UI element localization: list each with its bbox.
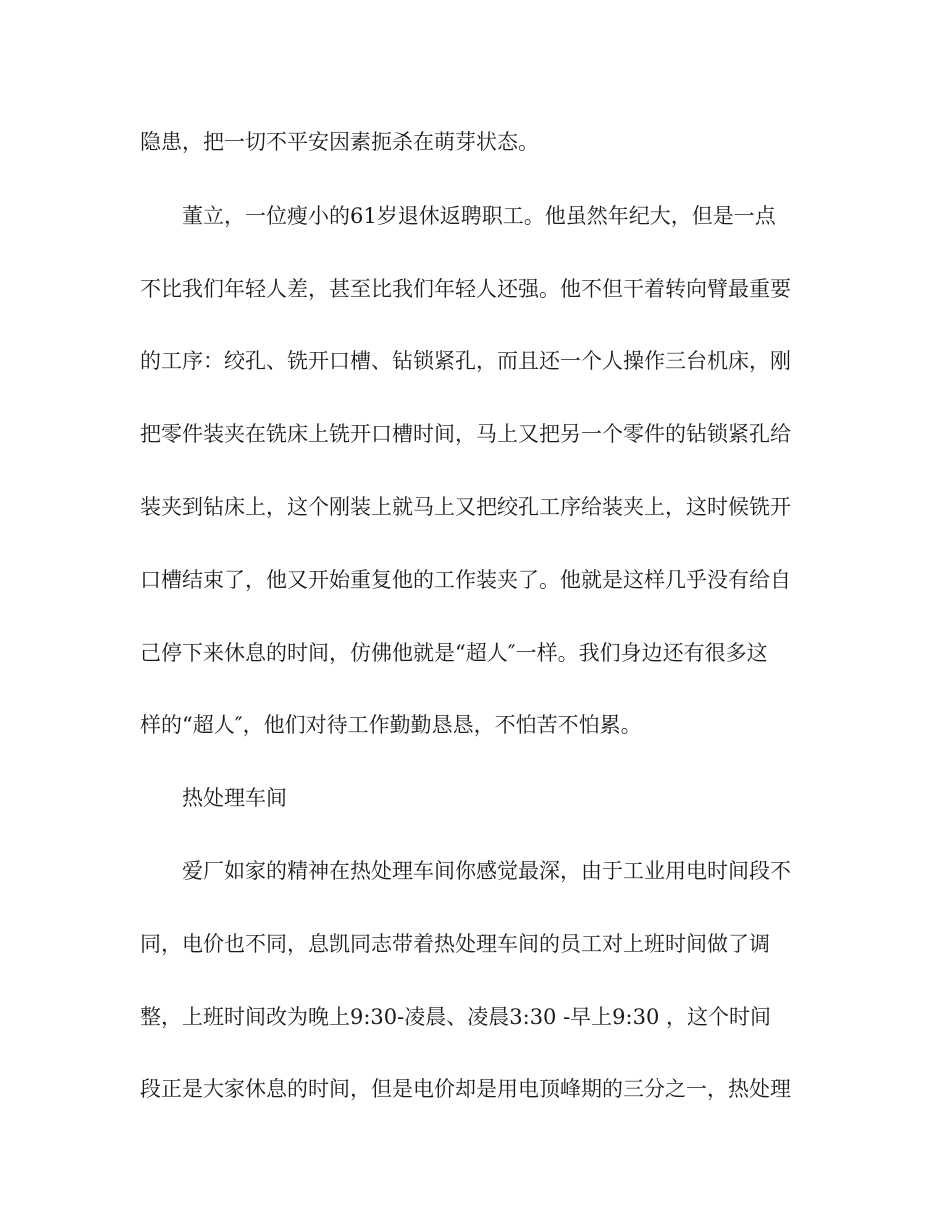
paragraph-line: 把零件装夹在铣床上铣开口槽时间，马上又把另一个零件的钻锁紧孔给 bbox=[140, 422, 791, 446]
paragraph-line: 爱厂如家的精神在热处理车间你感觉最深，由于工业用电时间段不 bbox=[182, 859, 791, 883]
section-heading: 热处理车间 bbox=[182, 786, 287, 810]
paragraph-line: 装夹到钻床上，这个刚装上就马上又把绞孔工序给装夹上，这时候铣开 bbox=[140, 495, 791, 519]
paragraph-line: 己停下来休息的时间，仿佛他就是“超人″一样。我们身边还有很多这 bbox=[140, 641, 768, 665]
paragraph-line: 隐患，把一切不平安因素扼杀在萌芽状态。 bbox=[140, 130, 539, 154]
paragraph-line: 口槽结束了，他又开始重复他的工作装夹了。他就是这样几乎没有给自 bbox=[140, 568, 791, 592]
paragraph-line: 董立，一位瘦小的61岁退休返聘职工。他虽然年纪大，但是一点 bbox=[182, 204, 776, 228]
paragraph-line: 整，上班时间改为晚上9:30-凌晨、凌晨3:30 -早上9:30 ，这个时间 bbox=[140, 1005, 772, 1029]
paragraph-line: 同，电价也不同，息凯同志带着热处理车间的员工对上班时间做了调 bbox=[140, 932, 770, 956]
paragraph-line: 的工序：绞孔、铣开口槽、钻锁紧孔，而且还一个人操作三台机床，刚 bbox=[140, 349, 791, 373]
paragraph-line: 样的“超人″，他们对待工作勤勤恳恳，不怕苦不怕累。 bbox=[140, 713, 642, 737]
paragraph-line: 段正是大家休息的时间，但是电价却是用电顶峰期的三分之一，热处理 bbox=[140, 1077, 791, 1101]
paragraph-line: 不比我们年轻人差，甚至比我们年轻人还强。他不但干着转向臂最重要 bbox=[140, 277, 791, 301]
